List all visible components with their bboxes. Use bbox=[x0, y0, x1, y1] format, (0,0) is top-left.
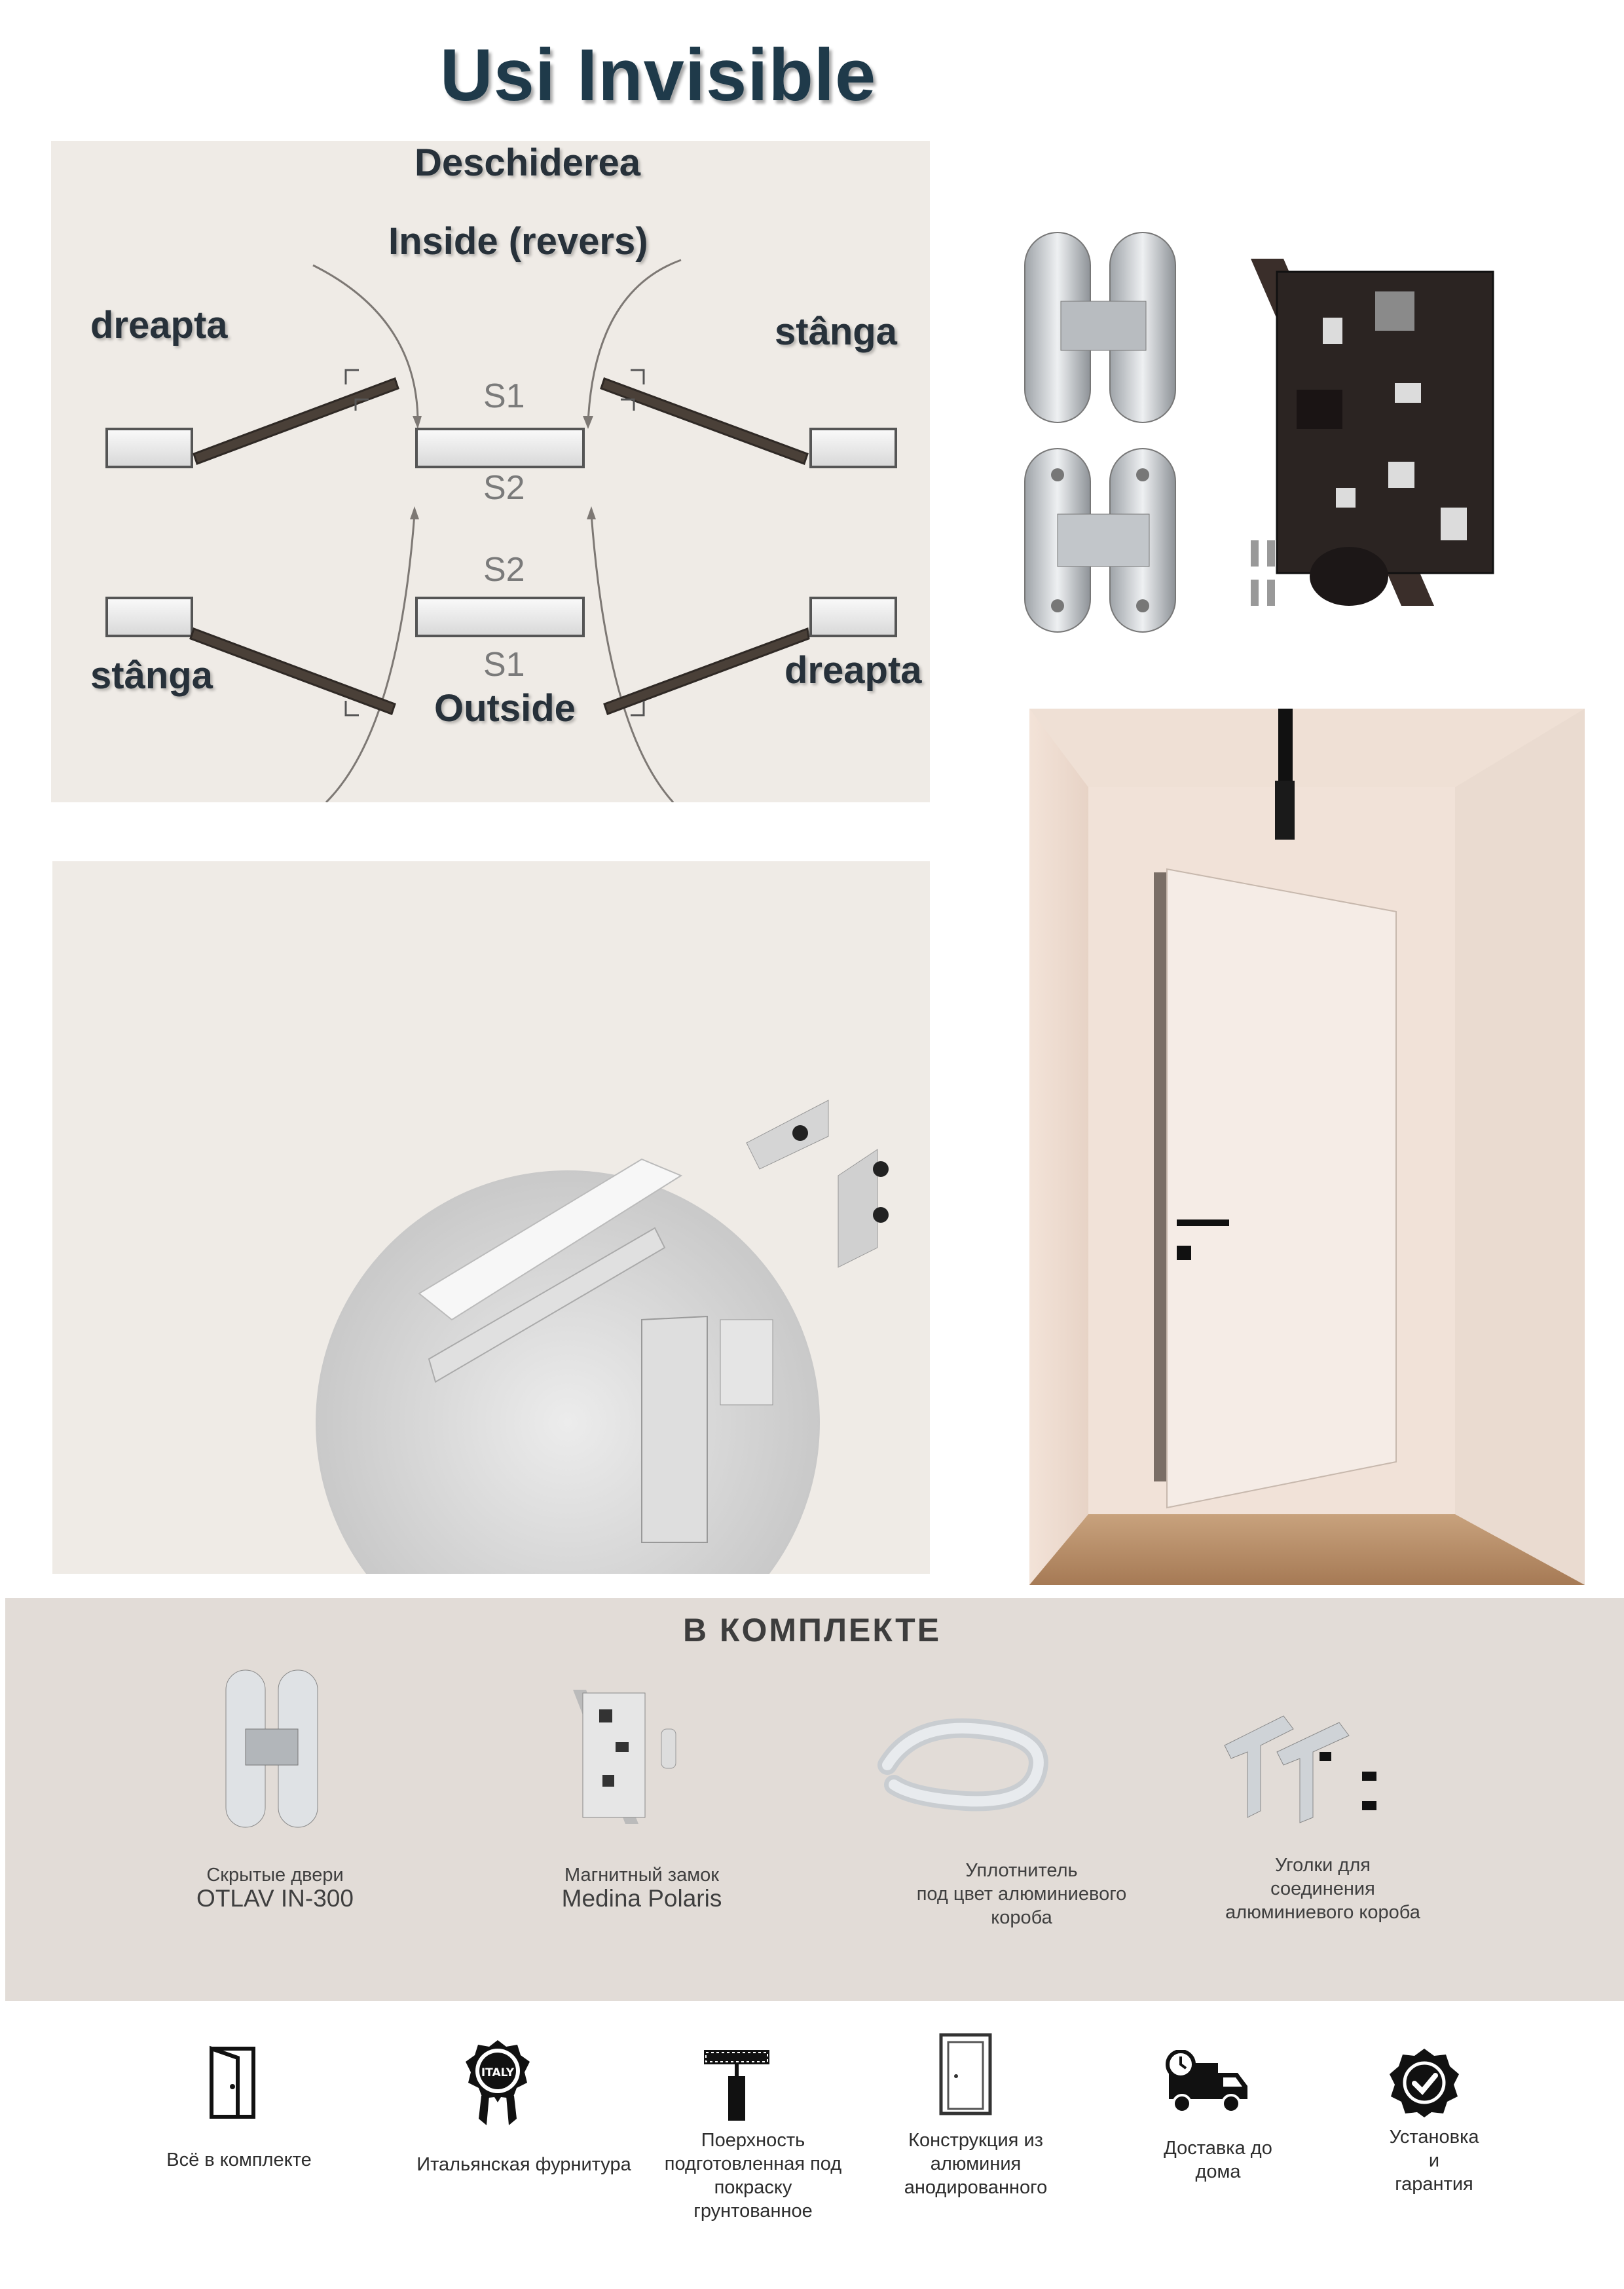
kit-item-model: OTLAV IN-300 bbox=[196, 1885, 354, 1912]
feature-line: покраску bbox=[714, 2177, 792, 2198]
wall-right-bottom bbox=[811, 598, 896, 636]
inside-label: Inside (revers) bbox=[388, 220, 648, 263]
feature-all-included bbox=[131, 2148, 347, 2172]
feature-line: Доставка до bbox=[1164, 2138, 1272, 2159]
door-leaf bbox=[191, 629, 395, 714]
s2-bottom-label: S2 bbox=[483, 551, 525, 589]
magnetic-lock-image bbox=[1244, 252, 1585, 619]
s1-bottom-label: S1 bbox=[483, 646, 525, 684]
opening-diagram-panel bbox=[51, 141, 930, 802]
feature-primed-surface bbox=[642, 2129, 864, 2223]
aluminium-profile-panel bbox=[52, 861, 930, 1574]
s1-top-label: S1 bbox=[483, 377, 525, 415]
kit-item-line: Уплотнитель bbox=[965, 1860, 1078, 1881]
feature-line: Конструкция из bbox=[908, 2130, 1043, 2151]
invisible-door-room-image bbox=[1029, 709, 1585, 1585]
kit-hinge-image bbox=[219, 1667, 324, 1831]
frame-center-top bbox=[416, 429, 583, 467]
left-label-bottom: stânga bbox=[90, 654, 213, 697]
kit-title: В КОМПЛЕКТЕ bbox=[682, 1612, 942, 1648]
kit-item-lock bbox=[511, 1863, 773, 1910]
feature-line: Поерхность bbox=[701, 2130, 805, 2151]
diagram-heading: Deschiderea bbox=[415, 141, 640, 184]
italy-badge-text: ITALY bbox=[481, 2066, 515, 2079]
door-icon bbox=[206, 2043, 259, 2122]
feature-line: и bbox=[1428, 2150, 1440, 2171]
kit-item-line: Скрытые двери bbox=[206, 1865, 344, 1886]
feature-delivery bbox=[1113, 2136, 1323, 2184]
frame-center-bottom bbox=[416, 598, 583, 636]
feature-line: грунтованное bbox=[693, 2201, 813, 2222]
feature-italian-hardware bbox=[393, 2153, 655, 2176]
italy-badge-icon bbox=[462, 2037, 534, 2129]
feature-line: Итальянская фурнитура bbox=[416, 2154, 631, 2175]
door-leaf bbox=[601, 379, 807, 464]
wall-left-top bbox=[107, 429, 192, 467]
kit-item-line: алюминиевого короба bbox=[1225, 1902, 1420, 1923]
kit-item-corners bbox=[1172, 1853, 1473, 1924]
door-leaf bbox=[604, 629, 809, 714]
kit-seal-image bbox=[874, 1713, 1051, 1817]
s2-top-label: S2 bbox=[483, 469, 525, 507]
kit-lock-image bbox=[570, 1683, 681, 1827]
kit-item-hinges bbox=[144, 1863, 406, 1910]
swing-arc bbox=[591, 514, 673, 802]
kit-item-seal bbox=[871, 1859, 1172, 1929]
page-title: Usi Invisible bbox=[439, 34, 877, 116]
paint-roller-icon bbox=[701, 2047, 773, 2122]
kit-corners-image bbox=[1221, 1713, 1392, 1824]
feature-installation-warranty bbox=[1342, 2125, 1526, 2196]
feature-line: дома bbox=[1195, 2161, 1241, 2182]
left-label-top: stânga bbox=[775, 310, 897, 353]
feature-anodized-aluminium bbox=[864, 2129, 1087, 2199]
hidden-hinges-image bbox=[1012, 226, 1195, 645]
swing-arc bbox=[326, 514, 415, 802]
feature-line: алюминия bbox=[930, 2153, 1022, 2174]
wall-left-bottom bbox=[107, 598, 192, 636]
badge-check-icon bbox=[1388, 2047, 1460, 2119]
kit-item-line: под цвет алюминиевого bbox=[916, 1884, 1127, 1905]
kit-item-line: Уголки для bbox=[1275, 1855, 1371, 1876]
kit-item-line: соединения bbox=[1270, 1878, 1375, 1899]
delivery-truck-icon bbox=[1162, 2050, 1251, 2115]
door-frame-icon bbox=[938, 2032, 993, 2117]
kit-item-line: Магнитный замок bbox=[564, 1865, 719, 1886]
feature-line: подготовленная под bbox=[664, 2153, 842, 2174]
feature-line: Всё в комплекте bbox=[166, 2149, 312, 2170]
outside-label: Outside bbox=[434, 687, 576, 730]
wall-right-top bbox=[811, 429, 896, 467]
feature-line: анодированного bbox=[904, 2177, 1048, 2198]
feature-line: гарантия bbox=[1395, 2174, 1473, 2195]
feature-line: Установка bbox=[1389, 2127, 1479, 2148]
right-label-top: dreapta bbox=[90, 304, 228, 346]
kit-item-line: короба bbox=[991, 1907, 1052, 1928]
door-leaf bbox=[194, 379, 398, 464]
right-label-bottom: dreapta bbox=[784, 649, 922, 692]
kit-item-model: Medina Polaris bbox=[561, 1885, 722, 1912]
aluminium-profile-detail bbox=[52, 861, 930, 1574]
